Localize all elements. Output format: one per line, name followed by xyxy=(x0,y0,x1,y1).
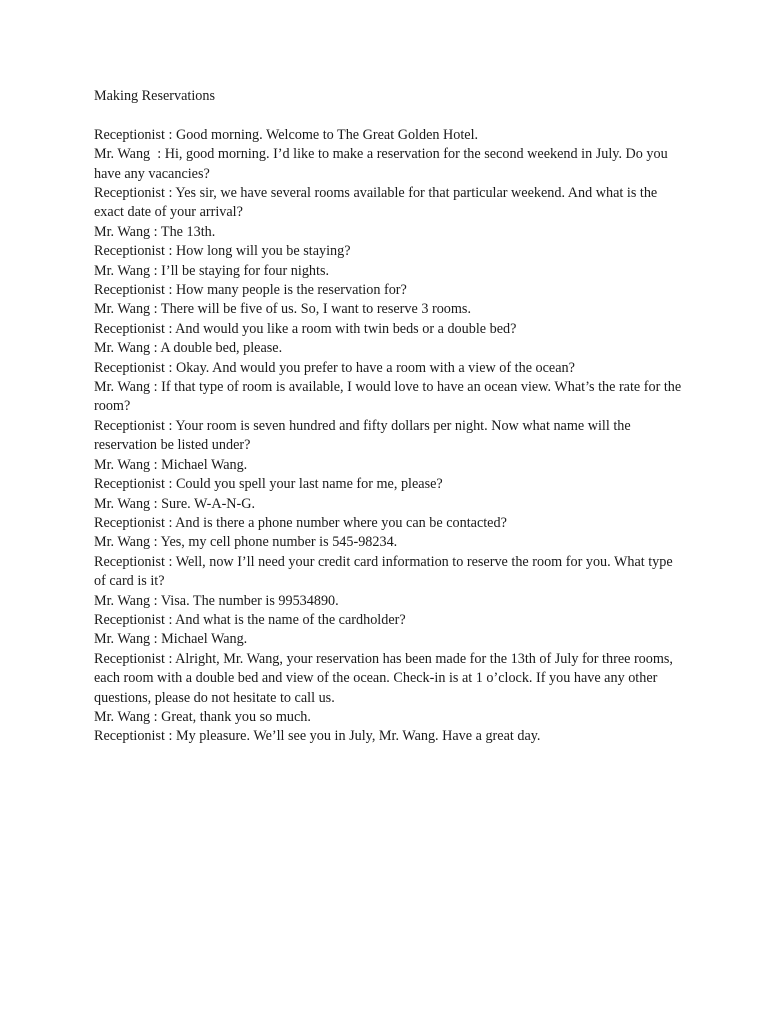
dialogue-line: Mr. Wang : If that type of room is available, I would love to have an ocean view. What’s the rate for the room? xyxy=(94,379,685,415)
dialogue-line: Receptionist : Okay. And would you prefer to have a room with a view of the ocean? xyxy=(94,359,575,376)
dialogue-line: Mr. Wang : Michael Wang. xyxy=(94,456,248,473)
dialogue-line: Receptionist : And is there a phone number where you can be contacted? xyxy=(94,514,507,531)
document-body xyxy=(94,87,684,747)
dialogue-line: Mr. Wang : Hi, good morning. I’d like to make a reservation for the second weekend in July. Do you have any vacancies? xyxy=(94,146,672,182)
dialogue-line: Receptionist : My pleasure. We’ll see you in July, Mr. Wang. Have a great day. xyxy=(94,728,541,745)
dialogue-line: Receptionist : Good morning. Welcome to The Great Golden Hotel. xyxy=(94,126,479,143)
dialogue-line: Receptionist : And what is the name of the cardholder? xyxy=(94,611,406,628)
document-title: Making Reservations xyxy=(94,88,215,104)
dialogue-line: Mr. Wang : I’ll be staying for four nights. xyxy=(94,262,330,279)
dialogue-line: Mr. Wang : A double bed, please. xyxy=(94,340,283,357)
dialogue-line: Mr. Wang : There will be five of us. So, I want to reserve 3 rooms. xyxy=(94,301,471,318)
dialogue-line: Receptionist : Yes sir, we have several rooms available for that particular weekend. And what is the exact date of your arrival? xyxy=(94,185,661,221)
dialogue-line: Receptionist : Could you spell your last name for me, please? xyxy=(94,476,443,493)
dialogue-line: Receptionist : Alright, Mr. Wang, your reservation has been made for the 13th of July for three rooms, each room with a double bed and view of the ocean. Check-in is at 1 o’clock. If you have any other questions, please do not hesitate to call us. xyxy=(94,650,677,706)
dialogue-line: Mr. Wang : Yes, my cell phone number is 545-98234. xyxy=(94,534,398,551)
dialogue-line: Receptionist : Well, now I’ll need your credit card information to reserve the room for you. What type of card is it? xyxy=(94,553,677,590)
dialogue-line: Receptionist : And would you like a room with twin beds or a double bed? xyxy=(94,320,517,337)
dialogue-line: Mr. Wang : Visa. The number is 99534890. xyxy=(94,592,339,609)
dialogue-line: Mr. Wang : Michael Wang. xyxy=(94,631,248,648)
dialogue-line: Receptionist : How many people is the reservation for? xyxy=(94,282,407,299)
dialogue-line: Receptionist : How long will you be staying? xyxy=(94,243,351,260)
dialogue-line: Mr. Wang : The 13th. xyxy=(94,223,216,240)
dialogue-line: Mr. Wang : Sure. W-A-N-G. xyxy=(94,495,256,512)
dialogue-line: Receptionist : Your room is seven hundred and fifty dollars per night. Now what name will the reservation be listed under? xyxy=(94,417,635,454)
dialogue-line: Mr. Wang : Great, thank you so much. xyxy=(94,708,311,725)
